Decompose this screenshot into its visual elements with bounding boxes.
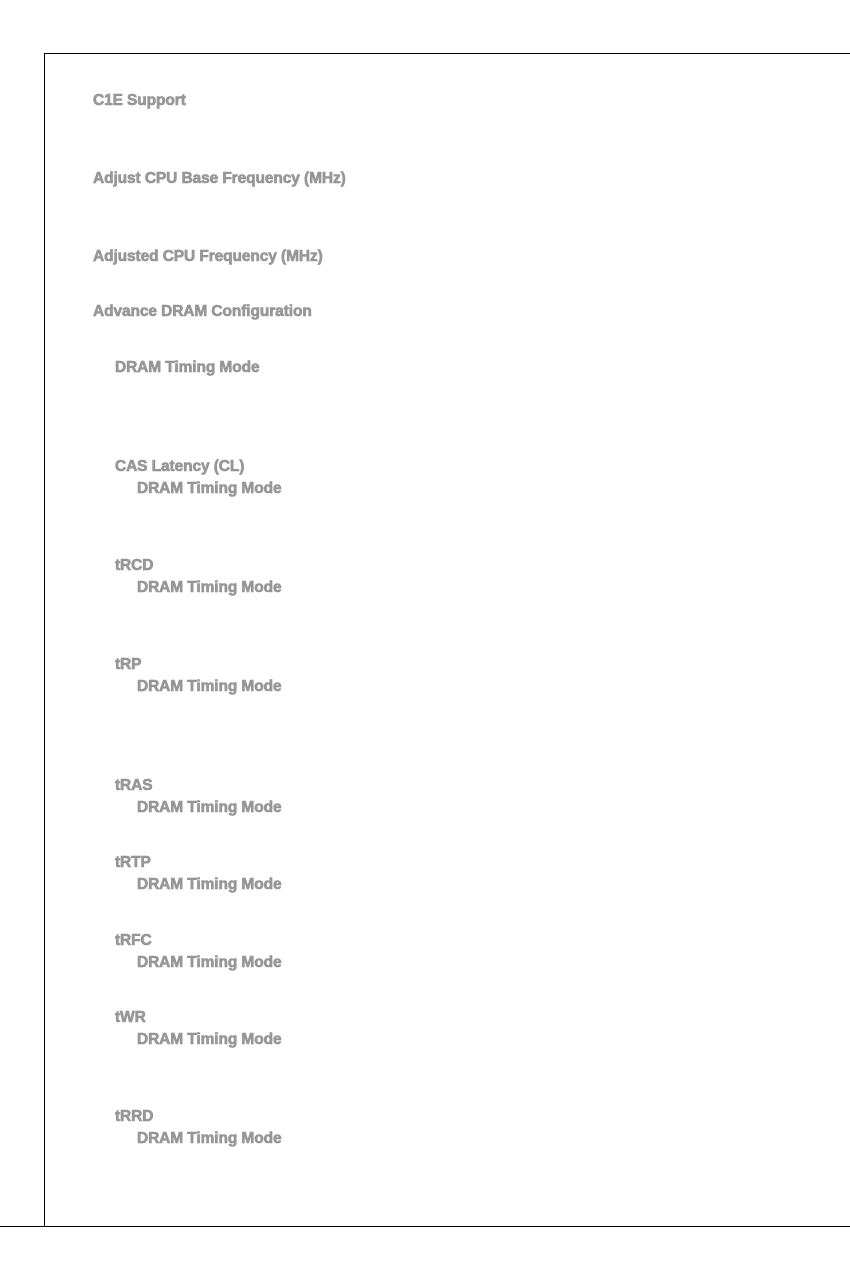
setting-advance-dram-configuration: Advance DRAM Configuration [93,303,312,320]
timing-dependency: DRAM Timing Mode [137,480,282,497]
timing-dependency: DRAM Timing Mode [137,1130,282,1147]
timing-dependency: DRAM Timing Mode [137,1031,282,1048]
timing-name: tRFC [115,932,152,949]
frame-top-rule [44,53,850,54]
frame-left-rule [44,53,45,1227]
setting-adjusted-cpu-frequency: Adjusted CPU Frequency (MHz) [93,248,323,265]
setting-dram-timing-mode: DRAM Timing Mode [115,359,260,376]
frame-bottom-rule [0,1226,850,1227]
timing-dependency: DRAM Timing Mode [137,678,282,695]
timing-dependency: DRAM Timing Mode [137,954,282,971]
timing-name: CAS Latency (CL) [115,458,245,475]
timing-dependency: DRAM Timing Mode [137,876,282,893]
setting-c1e-support: C1E Support [93,92,186,109]
timing-name: tRCD [115,557,154,574]
timing-name: tRTP [115,854,151,871]
timing-name: tWR [115,1009,146,1026]
timing-name: tRRD [115,1108,154,1125]
timing-name: tRAS [115,777,153,794]
setting-adjust-cpu-base-frequency: Adjust CPU Base Frequency (MHz) [93,170,346,187]
timing-dependency: DRAM Timing Mode [137,799,282,816]
timing-name: tRP [115,656,142,673]
timing-dependency: DRAM Timing Mode [137,579,282,596]
